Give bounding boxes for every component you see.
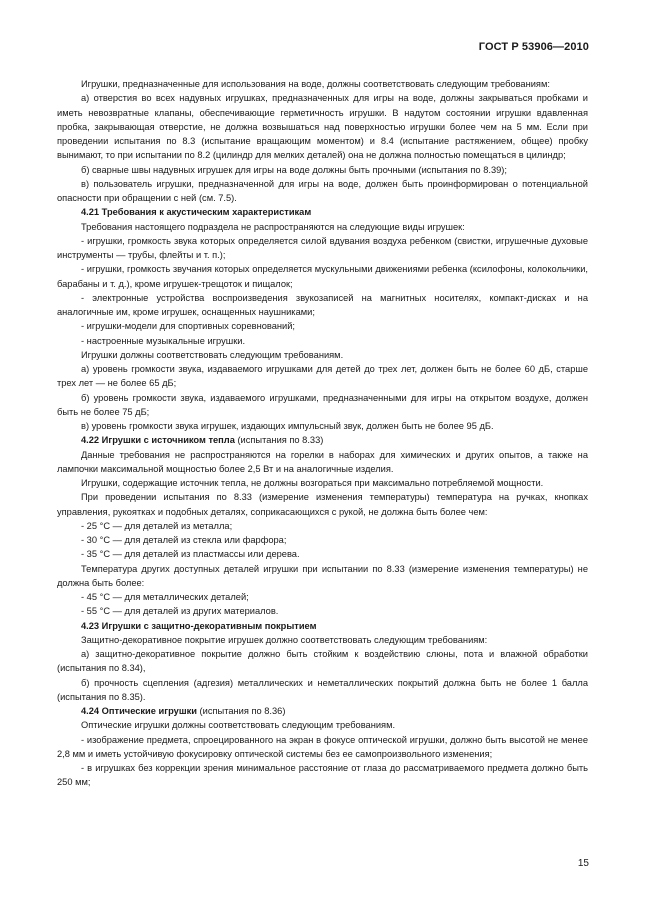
paragraph: б) прочность сцепления (адгезия) металлических и неметаллических покрытий должна быть не более 1 балла (испытания по 8.35). (57, 677, 588, 702)
paragraph: б) уровень громкости звука, издаваемого игрушками, предназначенными для игры на открытом воздухе, должен быть не более 75 дБ; (57, 392, 588, 417)
section-heading-4-23: 4.23 Игрушки с защитно-декоративным покрытием (81, 620, 317, 631)
paragraph: в) уровень громкости звука игрушек, издающих импульсный звук, должен быть не более 95 дБ. (81, 421, 494, 431)
paragraph: - игрушки, громкость звука которых определяется силой вдувания воздуха ребенком (свистки, игрушечные духовые инструменты — трубы, флейты и т. п.); (57, 235, 588, 260)
document-body (57, 77, 588, 790)
paragraph: - настроенные музыкальные игрушки. (81, 335, 246, 346)
paragraph: Температура других доступных деталей игрушки при испытании по 8.33 (измерение изменения температуры) не должна быть более: (57, 563, 588, 588)
paragraph: в) пользователь игрушки, предназначенной для игры на воде, должен быть проинформирован о потенциальной опасности при обращении с ней (см. 7.5). (57, 178, 588, 203)
paragraph: - изображение предмета, спроецированного на экран в фокусе оптической игрушки, должно быть высотой не менее 2,8 мм и иметь устойчивую фокусировку оптической системы без ее самопроизвольного изменения; (57, 734, 588, 759)
paragraph: - 30 °С — для деталей из стекла или фарфора; (81, 535, 287, 545)
standard-header: ГОСТ Р 53906—2010 (478, 41, 589, 53)
section-heading-4-22 (57, 433, 588, 447)
paragraph: - 25 °С — для деталей из металла; (81, 520, 233, 531)
paragraph: б) сварные швы надувных игрушек для игры на воде должны быть прочными (испытания по 8.39); (81, 164, 507, 175)
section-note: (испытания по 8.33) (234, 435, 324, 446)
paragraph: Защитно-декоративное покрытие игрушек должно соответствовать следующим требованиям: (81, 634, 488, 645)
paragraph: а) уровень громкости звука, издаваемого игрушками для детей до трех лет, должен быть не более 60 дБ, старше трех лет — не более 65 дБ; (57, 364, 588, 389)
paragraph: Оптические игрушки должны соответствовать следующим требованиям. (81, 720, 396, 731)
section-note: (испытания по 8.36) (196, 706, 286, 716)
section-heading-4-21: 4.21 Требования к акустическим характеристикам (81, 207, 312, 218)
section-title: 4.22 Игрушки с источником тепла (81, 435, 235, 446)
paragraph: - в игрушках без коррекции зрения минимальное расстояние от глаза до рассматриваемого предмета должно быть 250 мм; (57, 763, 588, 788)
paragraph: - 35 °С — для деталей из пластмассы или дерева. (81, 549, 300, 560)
paragraph: - игрушки, громкость звучания которых определяется мускульными движениями ребенка (ксилофоны, колокольчики, барабаны и т. д.), кроме игрушек-трещоток и пищалок; (57, 264, 588, 289)
page-number: 15 (577, 858, 589, 869)
paragraph: а) защитно-декоративное покрытие должно быть стойким к воздействию слюны, пота и влажной обработки (испытания по 8.34), (57, 649, 588, 674)
paragraph: Игрушки, содержащие источник тепла, не должны возгораться при максимально потребляемой мощности. (81, 478, 544, 488)
paragraph: - электронные устройства воспроизведения звукозаписей на магнитных носителях, компакт-дисках и на аналогичные им, кроме игрушек, оснащенных наушниками; (57, 292, 588, 317)
paragraph: - 45 °С — для металлических деталей; (81, 592, 249, 602)
paragraph: Игрушки должны соответствовать следующим требованиям. (81, 349, 344, 360)
paragraph: Требования настоящего подраздела не распространяются на следующие виды игрушек: (81, 221, 465, 232)
paragraph: - 55 °С — для деталей из других материалов. (81, 606, 279, 617)
section-heading-4-24 (57, 704, 588, 718)
paragraph: а) отверстия во всех надувных игрушках, предназначенных для игры на воде, должны закрываться пробками и иметь невозвратные клапаны, обеспечивающие герметичность игрушки. В надутом состоянии игрушки вдавленная пробка, закрывающая отверстие, не должна возвышаться над поверхностью игрушки более чем на 5 мм. Если при проведении испытания по 8.3 (испытание вращающим моментом) и 8.4 (испытание растяжением, общее) пробку вынимают, то при испытании по 8.2 (цилиндр для мелких деталей) она не должна полностью помещаться в цилиндр; (57, 93, 588, 161)
paragraph: Данные требования не распространяются на горелки в наборах для химических и других опытов, а также на лампочки максимальной мощностью более 2,5 Вт и на аналогичные изделия. (57, 449, 588, 474)
paragraph: При проведении испытания по 8.33 (измерение изменения температуры) температура на ручках, кнопках управления, рукоятках и подобных деталях, соприкасающихся с рукой, не должна быть более чем: (57, 492, 588, 517)
paragraph: - игрушки-модели для спортивных соревнований; (81, 321, 295, 332)
section-title: 4.24 Оптические игрушки (81, 706, 197, 716)
paragraph: Игрушки, предназначенные для использования на воде, должны соответствовать следующим требованиям: (81, 79, 550, 89)
